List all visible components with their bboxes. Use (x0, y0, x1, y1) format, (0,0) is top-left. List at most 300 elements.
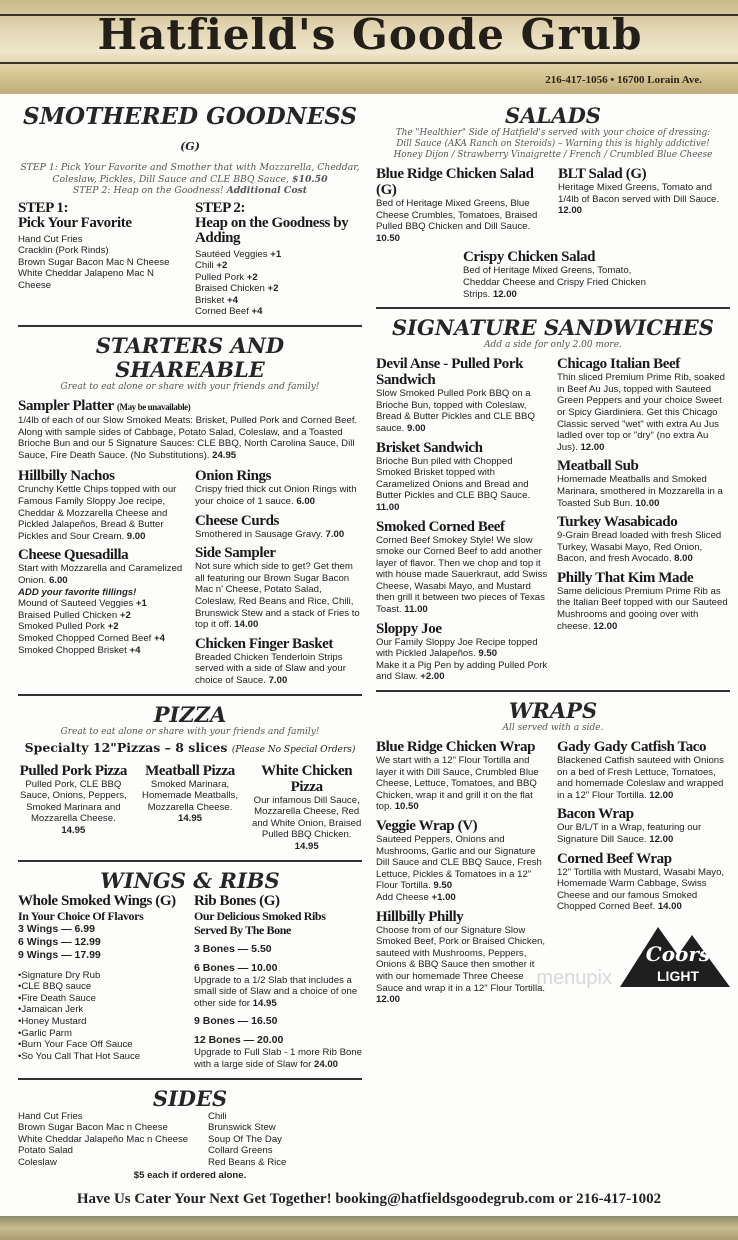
menu-item (18, 645, 185, 657)
item-name (18, 398, 362, 415)
item-name-text: Crispy Chicken Salad (463, 249, 596, 266)
item-description-text: Brisket (195, 294, 225, 306)
item-name (18, 468, 185, 484)
item-description (208, 1111, 362, 1123)
item-price: 10.00 (635, 497, 660, 509)
item-description-text: •Signature Dry Rub (18, 969, 101, 981)
item-list (195, 249, 362, 319)
menu-item (376, 621, 549, 683)
restaurant-contact: 216-417-1056 • 16700 Lorain Ave. (545, 74, 702, 86)
item-list (195, 463, 362, 686)
item-description-text: 6 Wings — 12.99 (18, 935, 101, 948)
item-description-text: Our infamous Dill Sauce, Mozzarella Cheese, Red and White Onion, Braised Pulled BBQ Chicken. (252, 794, 362, 841)
item-list (18, 598, 185, 656)
item-name-text: Sloppy Joe (376, 620, 442, 637)
item-description (18, 645, 185, 657)
item-description (18, 1016, 178, 1028)
section-subtitle: Great to eat alone or share with your friends and family! (60, 382, 320, 393)
restaurant-title: Hatfield's Goode Grub (97, 10, 643, 59)
menu-item (18, 1111, 198, 1123)
item-description-text: 9 Wings — 17.99 (18, 948, 101, 961)
item-price: 9.50 (478, 648, 498, 660)
item-price: 14.95 (294, 840, 319, 852)
item-name (557, 570, 730, 586)
menu-item (195, 272, 362, 284)
item-description (18, 610, 185, 622)
item-description (18, 598, 185, 610)
item-list (18, 234, 185, 292)
item-price: 12.00 (649, 789, 674, 801)
menu-item (376, 818, 549, 904)
item-description-text: Corned Beef (195, 306, 249, 318)
item-name (376, 356, 549, 388)
item-extra: Make it a Pig Pen by adding Pulled Pork and Slaw. (376, 659, 548, 683)
item-description (208, 1134, 362, 1146)
section-title: SMOTHERED GOODNESS (G) (22, 103, 357, 153)
item-list (376, 734, 549, 1006)
item-description-text: Hand Cut Fries (18, 233, 83, 245)
item-name (557, 458, 730, 474)
menu-item (208, 1145, 362, 1157)
item-list (463, 249, 648, 300)
item-description-text: White Cheddar Jalapeño Mac n Cheese (18, 1133, 189, 1145)
item-price: 11.00 (404, 604, 428, 616)
divider (376, 690, 730, 692)
menu-item (376, 356, 549, 434)
item-description-text: We start with a 12" Flour Tortilla and layer it with Dill Sauce, Crumbled Blue Cheese, Lettuce, Tomatoes, and BBQ Chicken, wrap it and grill it on the flat top. (376, 755, 539, 813)
item-description (18, 563, 185, 586)
bottom-banner (0, 1216, 738, 1240)
wraps-section (376, 699, 730, 1006)
section-title: PIZZA (153, 701, 227, 727)
item-name-text: Side Sampler (195, 545, 276, 562)
item-description-text: Smoked Marinara, Homemade Meatballs, Mozzarella Cheese. (142, 778, 238, 813)
item-name-text: Veggie Wrap (V) (376, 818, 478, 834)
item-description-text: Crispy fried thick cut Onion Rings with your choice of 1 sauce. (195, 484, 357, 508)
left-column (18, 104, 362, 1182)
menu-item (195, 260, 362, 272)
menu-item (18, 1004, 178, 1016)
item-name (557, 356, 730, 372)
item-name-text: 6 Bones — 10.00 (194, 961, 278, 974)
item-list (18, 970, 178, 1063)
ribs-subtitle: Our Delicious Smoked Ribs Served By The Bone (194, 908, 326, 937)
wings-ribs-section (18, 869, 362, 1071)
item-name-text: Sampler Platter (18, 398, 114, 415)
section-title: SIDES (152, 1085, 228, 1111)
menu-item (195, 295, 362, 307)
item-list (18, 468, 185, 586)
menu-item (18, 633, 185, 645)
item-description-text: Cracklin (Pork Rinds) (18, 245, 109, 257)
sides-section (18, 1087, 362, 1183)
menu-item (18, 981, 178, 993)
menu-item (18, 1157, 198, 1169)
menu-item (557, 570, 730, 632)
item-description (376, 456, 549, 514)
item-name-text: Corned Beef Wrap (557, 850, 672, 867)
item-name-text: Brisket Sandwich (376, 439, 483, 456)
item-description-text: Heritage Mixed Greens, Tomato and 1/4lb of Bacon served with Dill Sauce. (558, 182, 720, 205)
sandwiches-section (376, 316, 730, 683)
item-description (18, 484, 185, 542)
item-description (18, 970, 178, 982)
item-description (376, 637, 549, 683)
item-name (376, 818, 549, 834)
item-description (208, 1157, 362, 1169)
catering-footer: Have Us Cater Your Next Get Together! booking@hatfieldsgoodegrub.com or 216-417-1002 (76, 1191, 662, 1208)
item-description (195, 283, 362, 295)
menu-item (194, 962, 362, 1010)
menu-item (376, 909, 549, 1006)
item-list (18, 923, 178, 962)
item-description (18, 949, 178, 962)
item-description-text: Upgrade to a 1/2 Slab that includes a small side of Slaw and a choice of one other side for (194, 974, 358, 1009)
item-description (18, 1028, 178, 1040)
item-description-text: 9-Grain Bread loaded with fresh Sliced Turkey, Wasabi Mayo, Red Onion, Bacon, and fresh Avocado. (557, 530, 722, 565)
item-price: +2 (216, 260, 228, 272)
divider (376, 307, 730, 309)
menu-item (195, 306, 362, 318)
item-list (18, 1111, 198, 1169)
menu-item (18, 993, 178, 1005)
pizza-section (18, 703, 362, 853)
item-name (195, 468, 362, 484)
menu-item (557, 739, 730, 801)
item-description (194, 1047, 362, 1070)
item-list (557, 739, 730, 913)
menu-item (18, 923, 178, 936)
menu-item (557, 806, 730, 845)
menu-item (208, 1111, 362, 1123)
item-name (195, 513, 362, 529)
menu-item (195, 513, 362, 541)
item-description-text: Mound of Sauteed Veggies (18, 598, 134, 610)
item-price: 12.00 (580, 441, 605, 453)
item-description-text: Sauteed Peppers, Onions and Mushrooms, Garlic and our Signature Dill Sauce and CLE BBQ Sauce, Fresh Lettuce, Pickles & Tomatoes in a 12" Flour Tortilla. (376, 834, 542, 892)
item-price: 12.00 (558, 205, 583, 217)
item-description (557, 586, 730, 632)
item-description (208, 1145, 362, 1157)
item-description (18, 923, 178, 936)
menu-item (557, 458, 730, 509)
menu-item (18, 547, 185, 586)
item-list (18, 758, 362, 853)
section-intro: STEP 1: Pick Your Favorite and Smother that with Mozzarella, Cheddar, Coleslaw, Pickles, Dill Sauce and CLE BBQ Sauce, $10.50 STEP 2: Heap on the Goodness! Additional Cost (20, 162, 360, 196)
item-description (194, 975, 362, 1010)
item-description-text: Pulled Pork, CLE BBQ Sauce, Onions, Peppers, Smoked Marinara and Mozzarella Cheese. (20, 778, 127, 825)
menu-item (558, 166, 730, 217)
item-price: 9.50 (433, 880, 453, 892)
menu-item (208, 1134, 362, 1146)
item-price: 12.00 (593, 620, 618, 632)
menu-item (376, 519, 549, 616)
item-description (557, 755, 730, 801)
menu-item (18, 1028, 178, 1040)
item-description-text: Pulled Pork (195, 271, 245, 283)
menu-item (557, 356, 730, 453)
item-description (18, 1051, 178, 1063)
item-description-text: Same delicious Premium Prime Rib as the Italian Beef topped with our Sauteed Mushrooms and gooing over with cheese. (557, 585, 728, 632)
item-name (195, 545, 362, 561)
item-price: 9.00 (406, 422, 426, 434)
svg-text:Coors: Coors (645, 941, 711, 966)
item-description (18, 981, 178, 993)
item-description-text: Coleslaw (18, 1156, 57, 1168)
item-description-text: Our B/L/T in a Wrap, featuring our Signature Dill Sauce. (557, 822, 702, 845)
item-description-text: Upgrade to Full Slab - 1 more Rib Bone with a large side of Slaw for (194, 1047, 362, 1070)
item-price: 9.00 (126, 530, 146, 542)
section-title: WINGS & RIBS (100, 867, 280, 893)
item-description (18, 1039, 178, 1051)
smothered-section (18, 104, 362, 318)
menu-item (208, 1157, 362, 1169)
item-price: 14.00 (657, 901, 682, 913)
menu-body (0, 94, 738, 1182)
item-description (208, 1122, 362, 1134)
menu-item (195, 636, 362, 687)
item-price: +2 (246, 271, 258, 283)
item-description (195, 249, 362, 261)
menu-item (376, 166, 548, 244)
item-description (18, 621, 185, 633)
item-price: 12.00 (492, 288, 517, 300)
section-title: WRAPS (508, 698, 598, 724)
banner-line (0, 62, 738, 64)
item-description (195, 260, 362, 272)
item-description-text: Blackened Catfish sauteed with Onions on a bed of Fresh Lettuce, Tomatoes, and homemade Coleslaw and wrapped in a 12" Flour Tortilla. (557, 755, 724, 801)
item-price: 6.00 (48, 575, 68, 586)
wings-subtitle: In Your Choice Of Flavors (18, 908, 144, 923)
item-name-text: Pulled Pork Pizza (19, 762, 128, 779)
item-description-text: Our Family Sloppy Joe Recipe topped with Pickled Jalapeños. (376, 636, 538, 660)
item-description-text: •Garlic Parm (18, 1027, 72, 1039)
item-price: +2 (119, 609, 131, 621)
item-description-text: Smothered in Sausage Gravy. (195, 528, 323, 540)
item-name-text: Chicken Finger Basket (195, 635, 333, 652)
item-name (558, 166, 730, 182)
item-name-text: Chicago Italian Beef (557, 356, 680, 373)
starters-section (18, 334, 362, 687)
item-list (557, 351, 730, 683)
menu-item (18, 1039, 178, 1051)
item-description (18, 234, 185, 246)
item-description-text: Choose from of our Signature Slow Smoked Beef, Pork or Braised Chicken, sauteed with Mushrooms, Peppers, Onions & BBQ Sauce then smother it with our homemade Three Cheese Sauce and wrap it in a 12" Flour Tortilla. (376, 924, 546, 994)
item-description (18, 633, 185, 645)
item-description-text: Collard Greens (208, 1145, 273, 1157)
item-extra: Add Cheese (376, 891, 429, 903)
item-name-text: Gady Gady Catfish Taco (557, 739, 707, 756)
menu-item (195, 249, 362, 261)
item-description (376, 535, 549, 616)
watermark: menupix (536, 966, 612, 989)
item-description (18, 268, 185, 291)
item-description-text: •Honey Mustard (18, 1015, 87, 1027)
item-description (251, 795, 362, 853)
menu-item (18, 468, 185, 542)
item-price: 14.95 (178, 813, 203, 825)
item-description-text: Not sure which side to get? Get them all featuring our Brown Sugar Bacon Mac n' Cheese, Potato Salad, Coleslaw, Red Beans and Rice, Chili, Brunswick Stew and a stack of Fries to top it off. (195, 561, 360, 631)
item-description (195, 561, 362, 631)
item-description (18, 779, 129, 837)
menu-item (18, 398, 362, 461)
item-name (194, 943, 362, 956)
item-description-text: Smoked Chopped Corned Beef (18, 632, 152, 644)
menu-item (18, 1145, 198, 1157)
item-name-text: 3 Bones — 5.50 (194, 942, 272, 955)
item-price: 11.00 (376, 501, 400, 513)
item-description-text: Slow Smoked Pulled Pork BBQ on a Brioche Bun, topped with Coleslaw, Bread & Butter Pickles and CLE BBQ sauce. (376, 388, 535, 434)
item-list (376, 161, 548, 244)
divider (18, 860, 362, 862)
menu-item (18, 936, 178, 949)
item-description-text: Potato Salad (18, 1145, 73, 1157)
item-price: +2 (107, 621, 119, 633)
item-price: +4 (154, 632, 165, 644)
item-name (376, 519, 549, 535)
item-description (195, 484, 362, 507)
item-description (376, 198, 548, 244)
item-name-text: White Chicken Pizza (261, 762, 353, 795)
item-description (463, 265, 648, 300)
item-name (251, 763, 362, 795)
item-name-text: Bacon Wrap (557, 806, 634, 823)
item-description (195, 272, 362, 284)
menu-item (18, 1016, 178, 1028)
menu-item (195, 545, 362, 631)
section-title: SIGNATURE SANDWICHES (392, 315, 714, 341)
section-subtitle: Great to eat alone or share with your friends and family! (60, 726, 320, 737)
item-description (376, 834, 549, 904)
menu-item (18, 234, 185, 246)
menu-item (18, 621, 185, 633)
item-name (376, 909, 549, 925)
item-description (557, 372, 730, 453)
item-description-text: Breaded Chicken Tenderloin Strips served with a side of Slaw and your choice of Sauce. (195, 651, 346, 686)
item-description (18, 257, 185, 269)
item-description (195, 652, 362, 687)
item-name-text: Meatball Pizza (145, 762, 235, 779)
item-price: 7.00 (325, 528, 345, 540)
item-price: 10.50 (394, 801, 419, 813)
item-price: 6.00 (296, 496, 316, 508)
item-name-text: Hillbilly Philly (376, 908, 464, 925)
item-description-text: •CLE BBQ sauce (18, 981, 92, 993)
item-description-text: Homemade Meatballs and Smoked Marinara, smothered in Mozzarella in a Toasted Sub Bun. (557, 474, 723, 509)
item-description (195, 529, 362, 541)
item-description (557, 867, 730, 913)
menu-item (18, 245, 185, 257)
menu-item (18, 1134, 198, 1146)
item-name (557, 806, 730, 822)
item-list (208, 1111, 362, 1169)
item-name (557, 851, 730, 867)
item-name (376, 739, 549, 755)
item-description-text: Bed of Heritage Mixed Greens, Blue Cheese Crumbles, Tomatoes, Braised Pulled BBQ Chicken and Dill Sauce. (376, 198, 538, 233)
item-description (18, 1004, 178, 1016)
item-description-text: Smoked Chopped Brisket (18, 644, 127, 656)
menu-item (251, 758, 362, 853)
item-description-text: Red Beans & Rice (208, 1156, 287, 1168)
item-description-text: Sautéed Veggies (195, 248, 268, 260)
item-price: +4 (227, 294, 238, 306)
item-description-text: Bed of Heritage Mixed Greens, Tomato, Cheddar Cheese and Crispy Fried Chicken Strips. (463, 265, 646, 300)
menu-item (18, 970, 178, 982)
item-name-text: Hillbilly Nachos (18, 468, 115, 485)
item-price: +1 (270, 248, 282, 260)
item-description-text: Soup Of The Day (208, 1133, 282, 1145)
item-name-text: Devil Anse - Pulled Pork Sandwich (376, 356, 524, 389)
item-description (18, 415, 362, 461)
item-list (18, 398, 362, 461)
item-name (376, 440, 549, 456)
item-price: 7.00 (268, 674, 288, 686)
item-name (195, 636, 362, 652)
menu-item (18, 949, 178, 962)
header-banner (0, 0, 738, 94)
item-description (557, 474, 730, 509)
item-name-text: Blue Ridge Chicken Wrap (376, 739, 536, 756)
item-name (376, 166, 548, 198)
item-name-text: Blue Ridge Chicken Salad (G) (376, 166, 534, 198)
menu-item (135, 758, 246, 853)
menu-item (195, 468, 362, 507)
item-description-text: 12" Tortilla with Mustard, Wasabi Mayo, Homemade Warm Cabbage, Swiss Cheese and our famous Smoked Chopped Corned Beef. (557, 866, 725, 913)
item-description-text: Chili (208, 1110, 227, 1122)
section-title: STARTERS AND SHAREABLE (95, 333, 285, 383)
item-description-text: Brioche Bun piled with Chopped Smoked Brisket topped with Caramelized Onions and Bread and Butter Pickles and CLE BBQ Sauce. (376, 455, 531, 502)
item-description (376, 925, 549, 1006)
item-list (194, 943, 362, 1071)
divider (18, 1078, 362, 1080)
item-description-text: Braised Chicken (195, 283, 265, 295)
item-description-text: Hand Cut Fries (18, 1110, 83, 1122)
item-description (195, 295, 362, 307)
item-description-text: Start with Mozzarella and Caramelized Onion. (18, 563, 183, 586)
item-price: +2 (267, 283, 279, 295)
item-description-text: •So You Call That Hot Sauce (18, 1050, 141, 1062)
divider (18, 694, 362, 696)
item-description (376, 388, 549, 434)
item-description-text: White Cheddar Jalapeno Mac N Cheese (18, 268, 154, 291)
item-name (557, 739, 730, 755)
section-intro: The "Healthier" Side of Hatfield's served with your choice of dressing: Dill Sauce (AKA Ranch on Steroids) – Warning this is highly addictive! Honey Dijon / Strawberry Vinaigrette / French / Crumbled Blue Cheese (393, 128, 713, 160)
item-note: (May be unavailable) (116, 402, 191, 413)
fillings-title: ADD your favorite fillings! (18, 586, 137, 598)
item-description (18, 993, 178, 1005)
item-description (18, 1134, 198, 1146)
menu-item (195, 283, 362, 295)
menu-item (194, 1015, 362, 1028)
menu-item (18, 610, 185, 622)
item-price: 14.00 (234, 619, 259, 631)
item-description-text: 1/4lb of each of our Slow Smoked Meats: Brisket, Pulled Pork and Corned Beef. Along with sample sides of Cabbage, Potato Salad, Coleslaw, and a Toasted Brioche Bun and our 5 Signature Sauces: CLE BBQ, North Carolina Sauce, Dill Sauce, Fire Death Sauce. (No Substitutions). (18, 415, 358, 461)
item-description (18, 1157, 198, 1169)
divider (18, 325, 362, 327)
item-price: +4 (129, 644, 141, 656)
item-description-text: •Burn Your Face Off Sauce (18, 1039, 133, 1051)
menu-item (557, 851, 730, 913)
item-name (557, 514, 730, 530)
item-price: 12.00 (649, 834, 674, 845)
section-title: SALADS (505, 103, 601, 128)
item-name-text: 9 Bones — 16.50 (194, 1015, 278, 1028)
right-column (376, 104, 730, 1182)
wings-name: Whole Smoked Wings (G) (18, 892, 176, 909)
specialty-heading: Specialty 12"Pizzas – 8 slices (Please No Special Orders) (24, 739, 356, 755)
item-description-text: Brunswick Stew (208, 1122, 276, 1134)
item-description-text: Smoked Pulled Pork (18, 621, 105, 633)
